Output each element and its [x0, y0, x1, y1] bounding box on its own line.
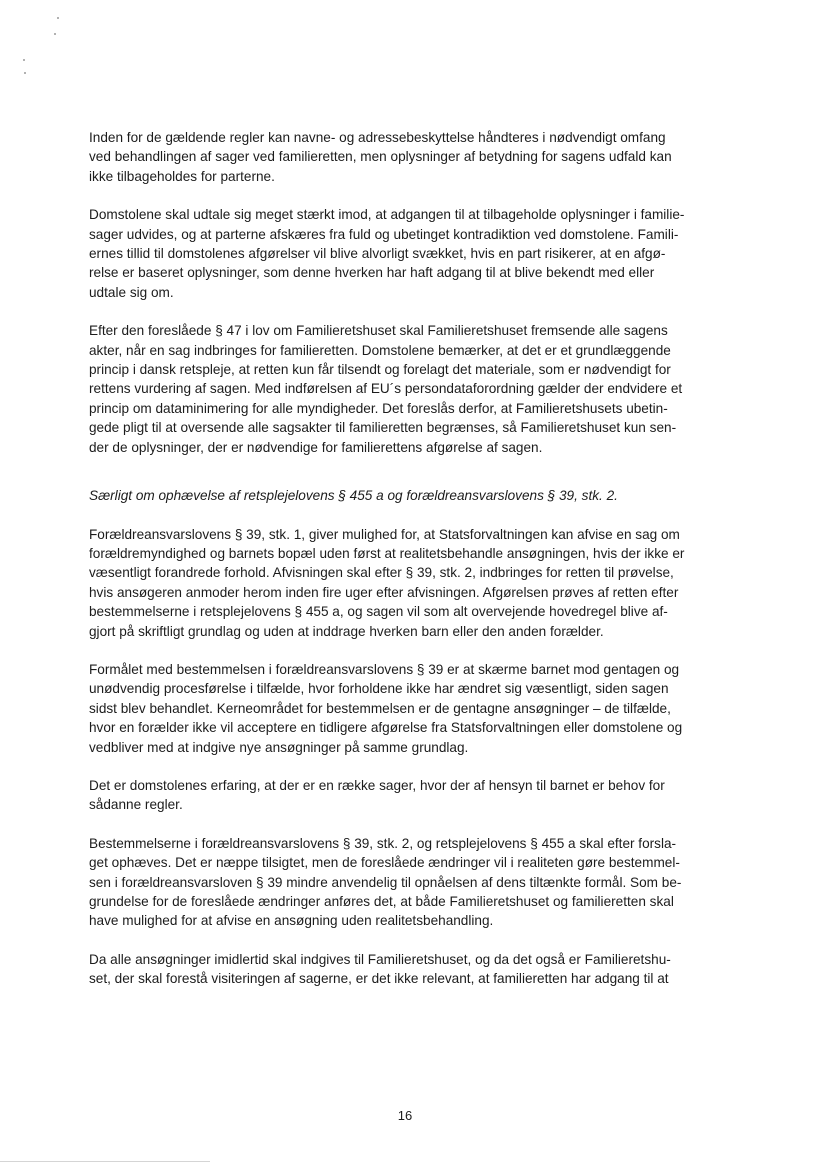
scan-speck — [24, 72, 26, 74]
paragraph: Domstolene skal udtale sig meget stærkt imod, at adgangen til at tilbageholde oplysninger i familie- sager udvides, og at parterne afskæres fra fuld og ubetinget kontradiktion ved domstolene. Famili- ernes tillid til domstolenes afgørelser vil blive alvorligt svækket, hvis en part risikerer, at en afgø- relse er baseret oplysninger, som denne hverken har haft adgang til at blive bekendt med eller udtale sig om. — [89, 207, 685, 300]
scan-speck — [54, 33, 56, 35]
section-heading: Særligt om ophævelse af retsplejelovens § 455 a og forældreansvarslovens § 39, stk. 2. — [89, 488, 618, 504]
paragraph: Formålet med bestemmelsen i forældreansvarslovens § 39 er at skærme barnet mod gentagen og unødvendig procesførelse i tilfælde, hvor forholdene ikke har ændret sig væsentligt, siden sagen sidst blev behandlet. Kerneområdet for bestemmelsen er de gentagne ansøgninger – de tilfælde, hvor en forælder ikke vil acceptere en tidligere afgørelse fra Statsforvaltningen eller domstolene og vedbliver med at indgive nye ansøgninger på samme grundlag. — [89, 661, 683, 755]
paragraph: Forældreansvarslovens § 39, stk. 1, giver mulighed for, at Statsforvaltningen kan afvise en sag om forældremyndighed og barnets bopæl uden først at realitetsbehandle ansøgningen, hvis der ikke er væsentligt forandrede forhold. Afvisningen skal efter § 39, stk. 2, indbringes for retten til prøvelse, hvis ansøgeren anmoder herom inden fire uger efter afvisningen. Afgørelsen prøves af retten efter bestemmelserne i retsplejelovens § 455 a, og sagen vil som alt overvejende hovedregel blive af- gjort på skriftligt grundlag og uden at inddrage hverken barn eller den anden forælder. — [89, 526, 685, 639]
document-body — [89, 128, 734, 989]
page-number: 16 — [397, 1108, 413, 1123]
paragraph: Bestemmelserne i forældreansvarslovens § 39, stk. 2, og retsplejelovens § 455 a skal efter forsla- get ophæves. Det er næppe tilsigtet, men de foreslåede ændringer vil i realiteten gøre bestemmel- sen i forældreansvarsloven § 39 mindre anvendelig til opnåelsen af dens tiltænkte formål. Som be- grundelse for de foreslåede ændringer anføres det, at både Familieretshuset og familieretten skal have mulighed for at afvise en ansøgning uden realitetsbehandling. — [89, 835, 682, 929]
scan-edge-line — [0, 1161, 210, 1162]
paragraph: Inden for de gældende regler kan navne- og adressebeskyttelse håndteres i nødvendigt omfang ved behandlingen af sager ved familieretten, men oplysninger af betydning for sagens udfald kan ikke tilbageholdes for parterne. — [89, 130, 672, 184]
scan-speck — [57, 17, 59, 19]
paragraph: Da alle ansøgninger imidlertid skal indgives til Familieretshuset, og da det også er Familieretshu- set, der skal forestå visiteringen af sagerne, er det ikke relevant, at familieretten har adgang til at — [89, 951, 671, 987]
paragraph: Efter den foreslåede § 47 i lov om Familieretshuset skal Familieretshuset fremsende alle sagens akter, når en sag indbringes for familieretten. Domstolene bemærker, at det er et grundlæggende princip i dansk retspleje, at retten kun får tilsendt og forelagt det materiale, som er nødvendigt for rettens vurdering af sagen. Med indførelsen af EU´s persondataforordning gælder der endvidere et princip om dataminimering for alle myndigheder. Det foreslås derfor, at Familieretshusets ubetin- gede pligt til at oversende alle sagsakter til familieretten begrænses, så Familieretshuset kun sen- der de oplysninger, der er nødvendige for familierettens afgørelse af sagen. — [89, 323, 683, 455]
scan-speck — [23, 59, 25, 61]
paragraph: Det er domstolenes erfaring, at der er en række sager, hvor der af hensyn til barnet er behov for sådanne regler. — [89, 777, 665, 813]
